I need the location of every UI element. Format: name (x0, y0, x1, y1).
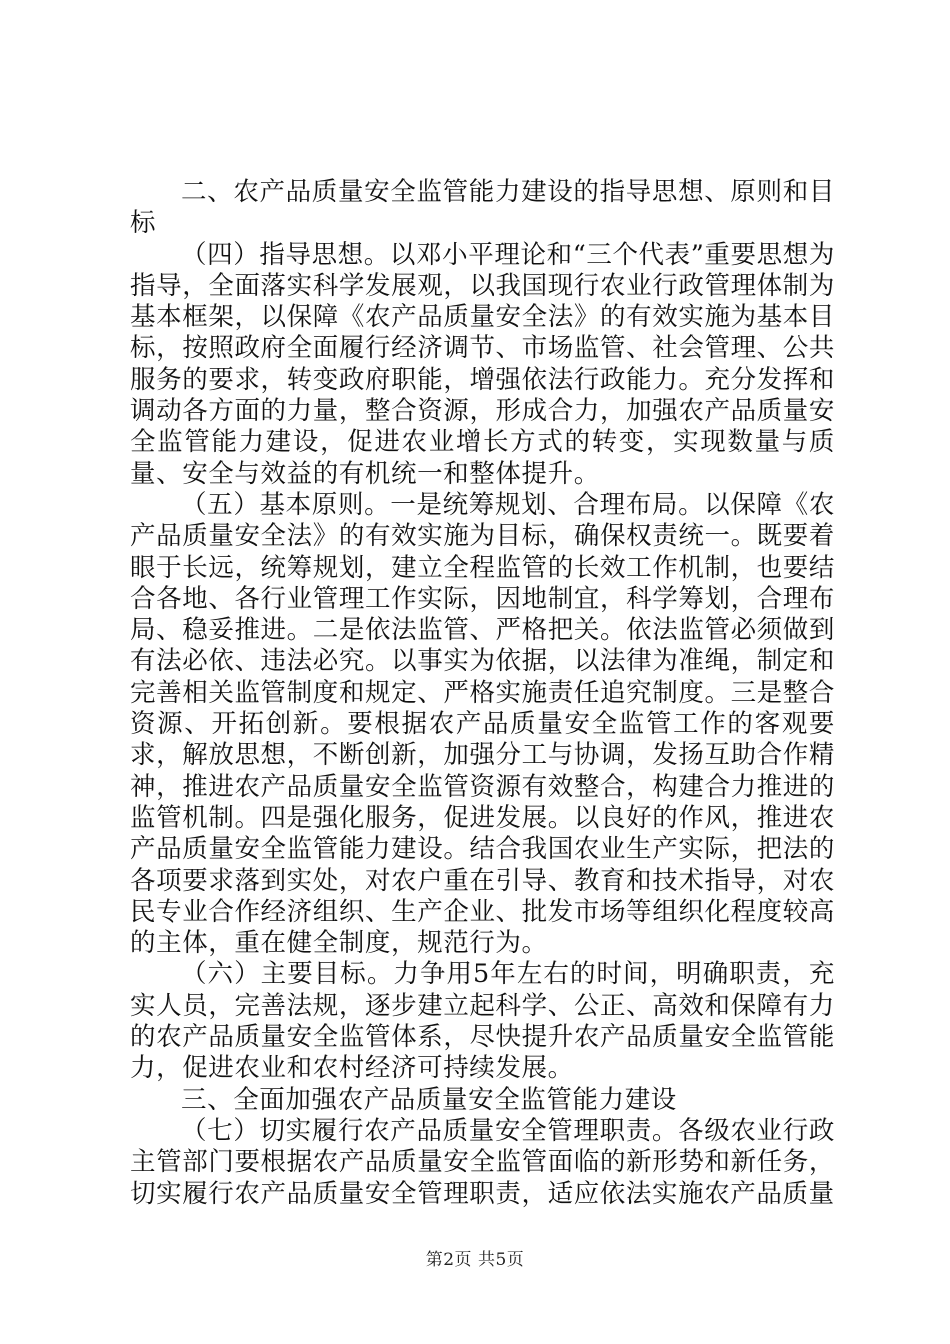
document-body (130, 177, 835, 1210)
section-heading-guiding-principles: 二、农产品质量安全监管能力建设的指导思想、原则和目标 (130, 177, 835, 239)
paragraph-main-goals: （六）主要目标。力争用5年左右的时间，明确职责，充实人员，完善法规，逐步建立起科学、公正、高效和保障有力的农产品质量安全监管体系，尽快提升农产品质量安全监管能力，促进农业和农村经济可持续发展。 (130, 959, 835, 1084)
paragraph-guiding-ideology: （四）指导思想。以邓小平理论和“三个代表”重要思想为指导，全面落实科学发展观，以我国现行农业行政管理体制为基本框架，以保障《农产品质量安全法》的有效实施为基本目标，按照政府全面履行经济调节、市场监管、社会管理、公共服务的要求，转变政府职能，增强依法行政能力。充分发挥和调动各方面的力量，整合资源，形成合力，加强农产品质量安全监管能力建设，促进农业增长方式的转变，实现数量与质量、安全与效益的有机统一和整体提升。 (130, 239, 835, 489)
page-number-footer: 第2页 共5页 (425, 1250, 525, 1270)
section-heading-capacity-building: 三、全面加强农产品质量安全监管能力建设 (181, 1084, 677, 1115)
paragraph-basic-principles: （五）基本原则。一是统筹规划、合理布局。以保障《农产品质量安全法》的有效实施为目标，确保权责统一。既要着眼于长远，统筹规划，建立全程监管的长效工作机制，也要结合各地、各行业管理工作实际，因地制宜，科学筹划，合理布局、稳妥推进。二是依法监管、严格把关。依法监管必须做到有法必依、违法必究。以事实为依据，以法律为准绳，制定和完善相关监管制度和规定、严格实施责任追究制度。三是整合资源、开拓创新。要根据农产品质量安全监管工作的客观要求，解放思想，不断创新，加强分工与协调，发扬互助合作精神，推进农产品质量安全监管资源有效整合，构建合力推进的监管机制。四是强化服务，促进发展。以良好的作风，推进农产品质量安全监管能力建设。结合我国农业生产实际，把法的各项要求落到实处，对农户重在引导、教育和技术指导，对农民专业合作经济组织、生产企业、批发市场等组织化程度较高的主体，重在健全制度，规范行为。 (130, 489, 835, 959)
paragraph-management-duties: （七）切实履行农产品质量安全管理职责。各级农业行政主管部门要根据农产品质量安全监管面临的新形势和新任务，切实履行农产品质量安全管理职责，适应依法实施农产品质量 (130, 1115, 835, 1209)
